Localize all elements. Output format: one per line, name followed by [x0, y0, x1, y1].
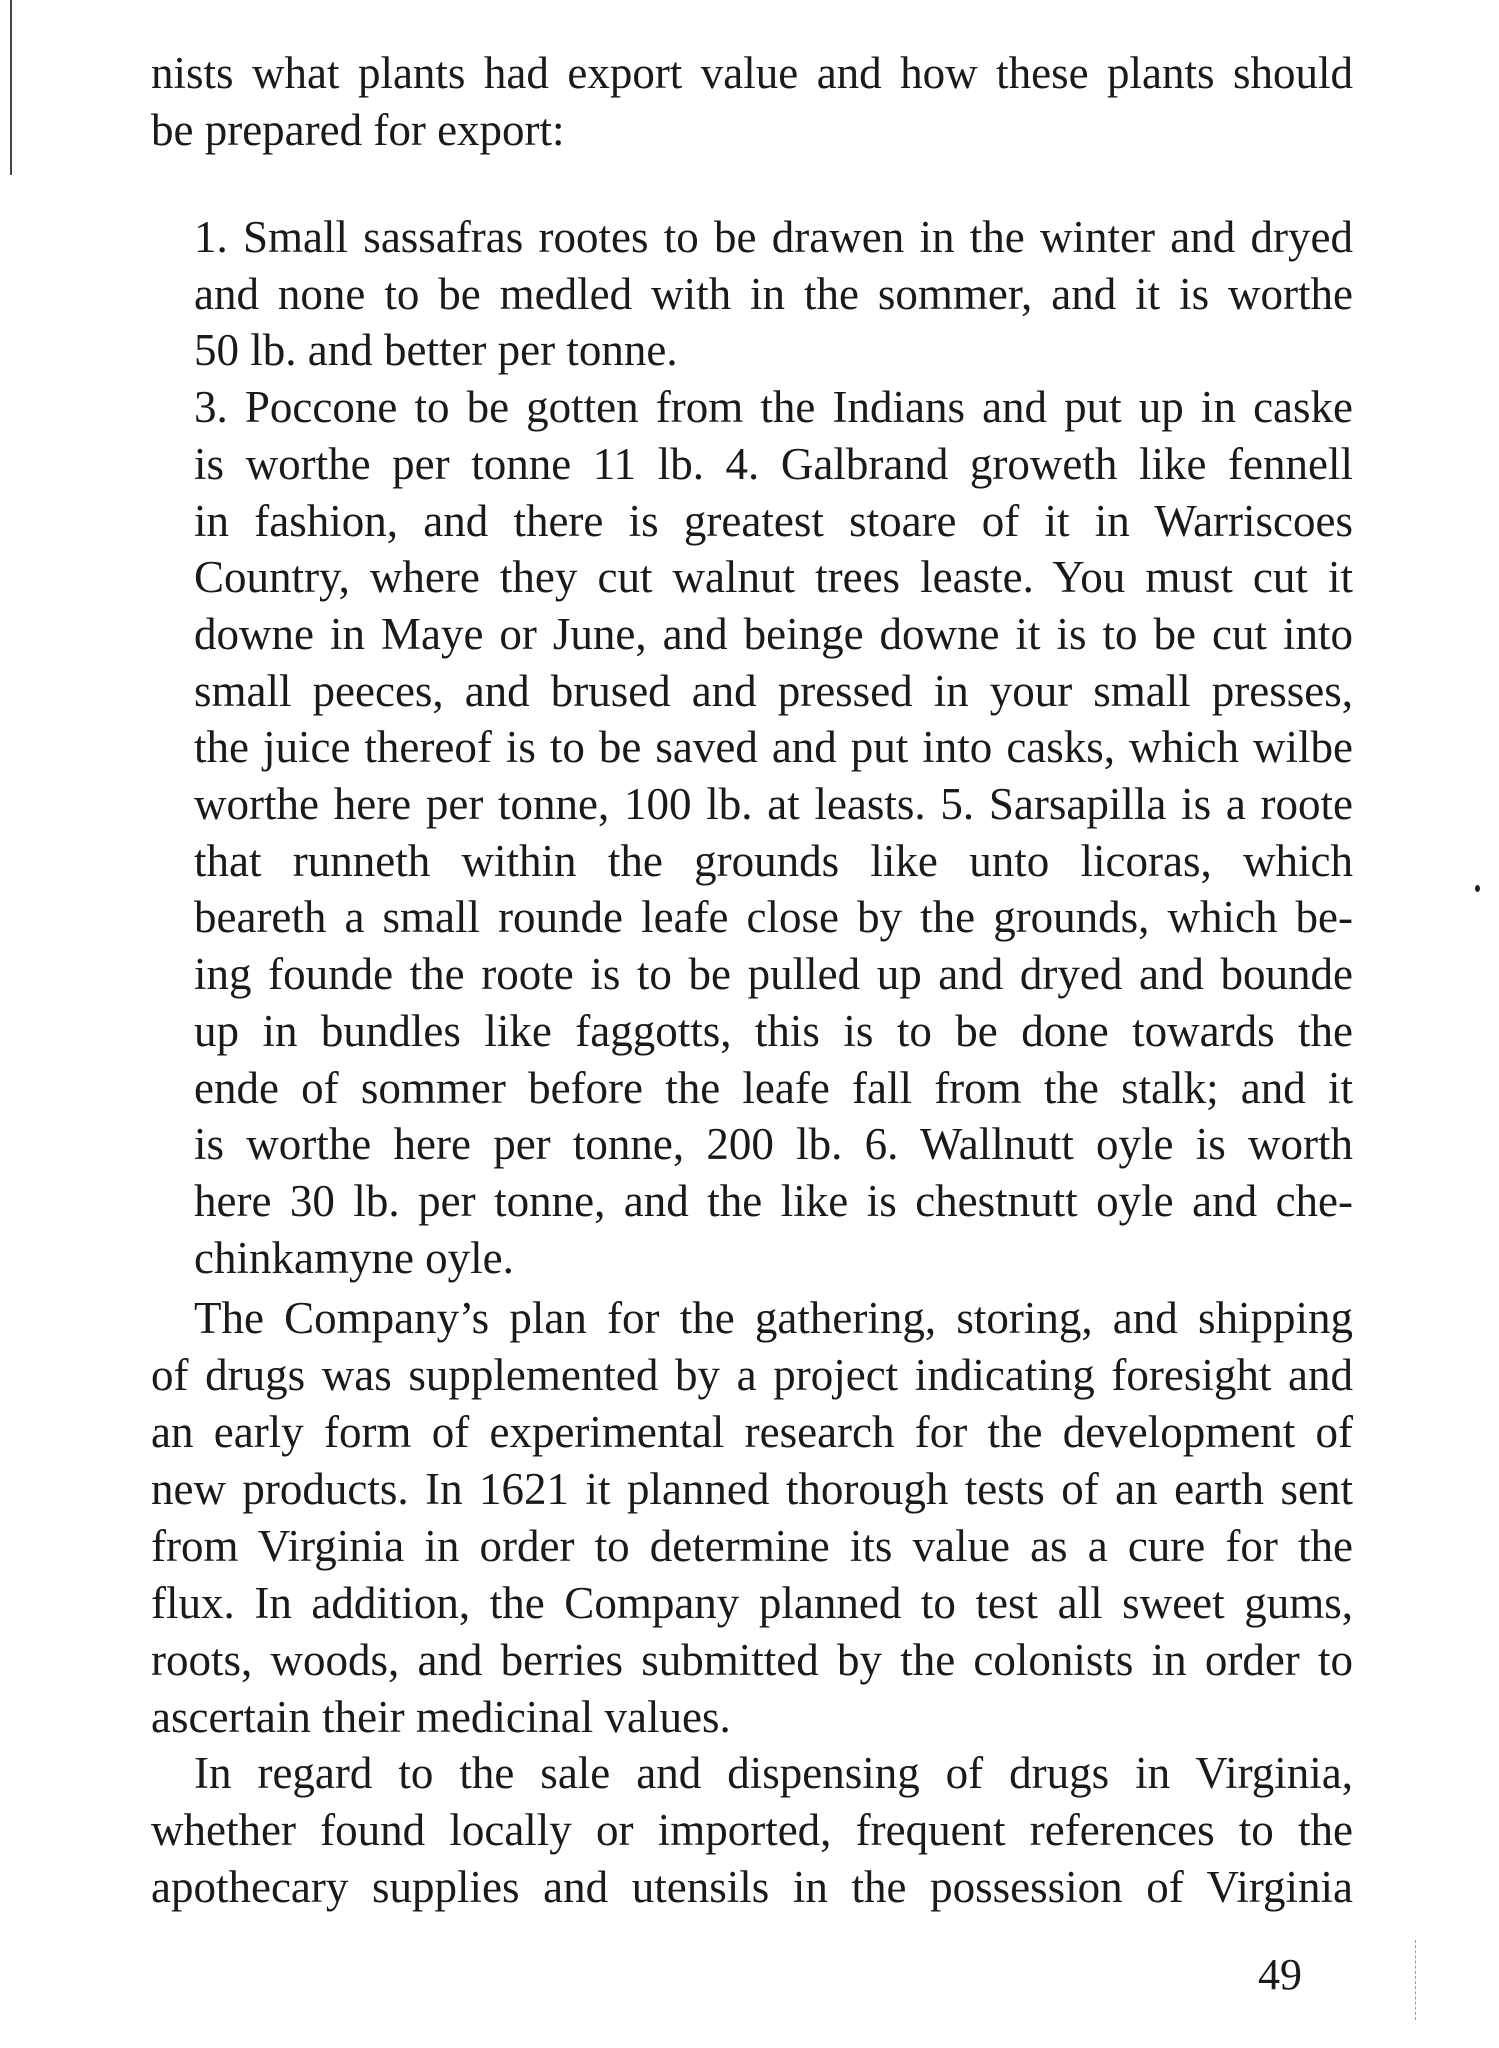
text-line: ende of sommer before the leafe fall from the stalk; and it: [194, 1062, 1353, 1113]
text-line: 50 lb. and better per tonne.: [194, 325, 678, 376]
paragraph-sale-dispensing: [151, 1745, 1353, 1916]
text-line: and none to be medled with in the sommer, and it is worthe: [194, 268, 1353, 319]
text-line: In regard to the sale and dispensing of drugs in Virginia,: [194, 1748, 1353, 1798]
text-line: is worthe here per tonne, 200 lb. 6. Wallnutt oyle is worth: [194, 1119, 1353, 1170]
intro-paragraph: [151, 45, 1353, 159]
text-line: ing founde the roote is to be pulled up and dryed and bounde: [194, 949, 1353, 1000]
text-line: here 30 lb. per tonne, and the like is chestnutt oyle and che-: [194, 1175, 1353, 1226]
block-quote: [194, 209, 1353, 1286]
text-line: worthe here per tonne, 100 lb. at leasts. 5. Sarsapilla is a roote: [194, 779, 1353, 830]
text-line: Country, where they cut walnut trees leaste. You must cut it: [194, 552, 1353, 603]
text-line: new products. In 1621 it planned thorough tests of an earth sent: [151, 1464, 1353, 1514]
text-line: beareth a small rounde leafe close by the grounds, which be-: [194, 892, 1353, 943]
text-line: flux. In addition, the Company planned to test all sweet gums,: [151, 1578, 1353, 1628]
text-line: whether found locally or imported, frequent references to the: [151, 1805, 1353, 1855]
text-line: is worthe per tonne 11 lb. 4. Galbrand groweth like fennell: [194, 438, 1353, 489]
text-line: up in bundles like faggotts, this is to be done towards the: [194, 1005, 1353, 1056]
paragraph-company-plan: [151, 1290, 1353, 1746]
text-line: that runneth within the grounds like unto licoras, which: [194, 835, 1353, 886]
text-line: be prepared for export:: [151, 105, 565, 155]
ink-speck: [1475, 885, 1480, 892]
text-line: 3. Poccone to be gotten from the Indians and put up in caske: [194, 382, 1353, 433]
text-line: The Company’s plan for the gathering, storing, and shipping: [194, 1293, 1353, 1343]
text-line: in fashion, and there is greatest stoare of it in Warriscoes: [194, 495, 1353, 546]
text-line: apothecary supplies and utensils in the possession of Virginia: [151, 1862, 1353, 1912]
text-line: from Virginia in order to determine its value as a cure for the: [151, 1521, 1353, 1571]
text-line: an early form of experimental research for the development of: [151, 1407, 1353, 1457]
text-line: nists what plants had export value and how these plants should: [151, 48, 1353, 98]
text-line: small peeces, and brused and pressed in your small presses,: [194, 665, 1353, 716]
text-line: 1. Small sassafras rootes to be drawen in the winter and dryed: [194, 212, 1353, 262]
page-number: 49: [1258, 1950, 1302, 1999]
text-line: chinkamyne oyle.: [194, 1232, 514, 1283]
text-line: ascertain their medicinal values.: [151, 1692, 731, 1742]
binding-edge-line: [10, 0, 12, 175]
text-line: roots, woods, and berries submitted by the colonists in order to: [151, 1635, 1353, 1685]
text-line: the juice thereof is to be saved and put into casks, which wilbe: [194, 722, 1353, 773]
text-line: of drugs was supplemented by a project indicating foresight and: [151, 1350, 1353, 1400]
text-line: downe in Maye or June, and beinge downe it is to be cut into: [194, 608, 1353, 659]
scan-edge-marks: [1415, 1940, 1418, 2020]
